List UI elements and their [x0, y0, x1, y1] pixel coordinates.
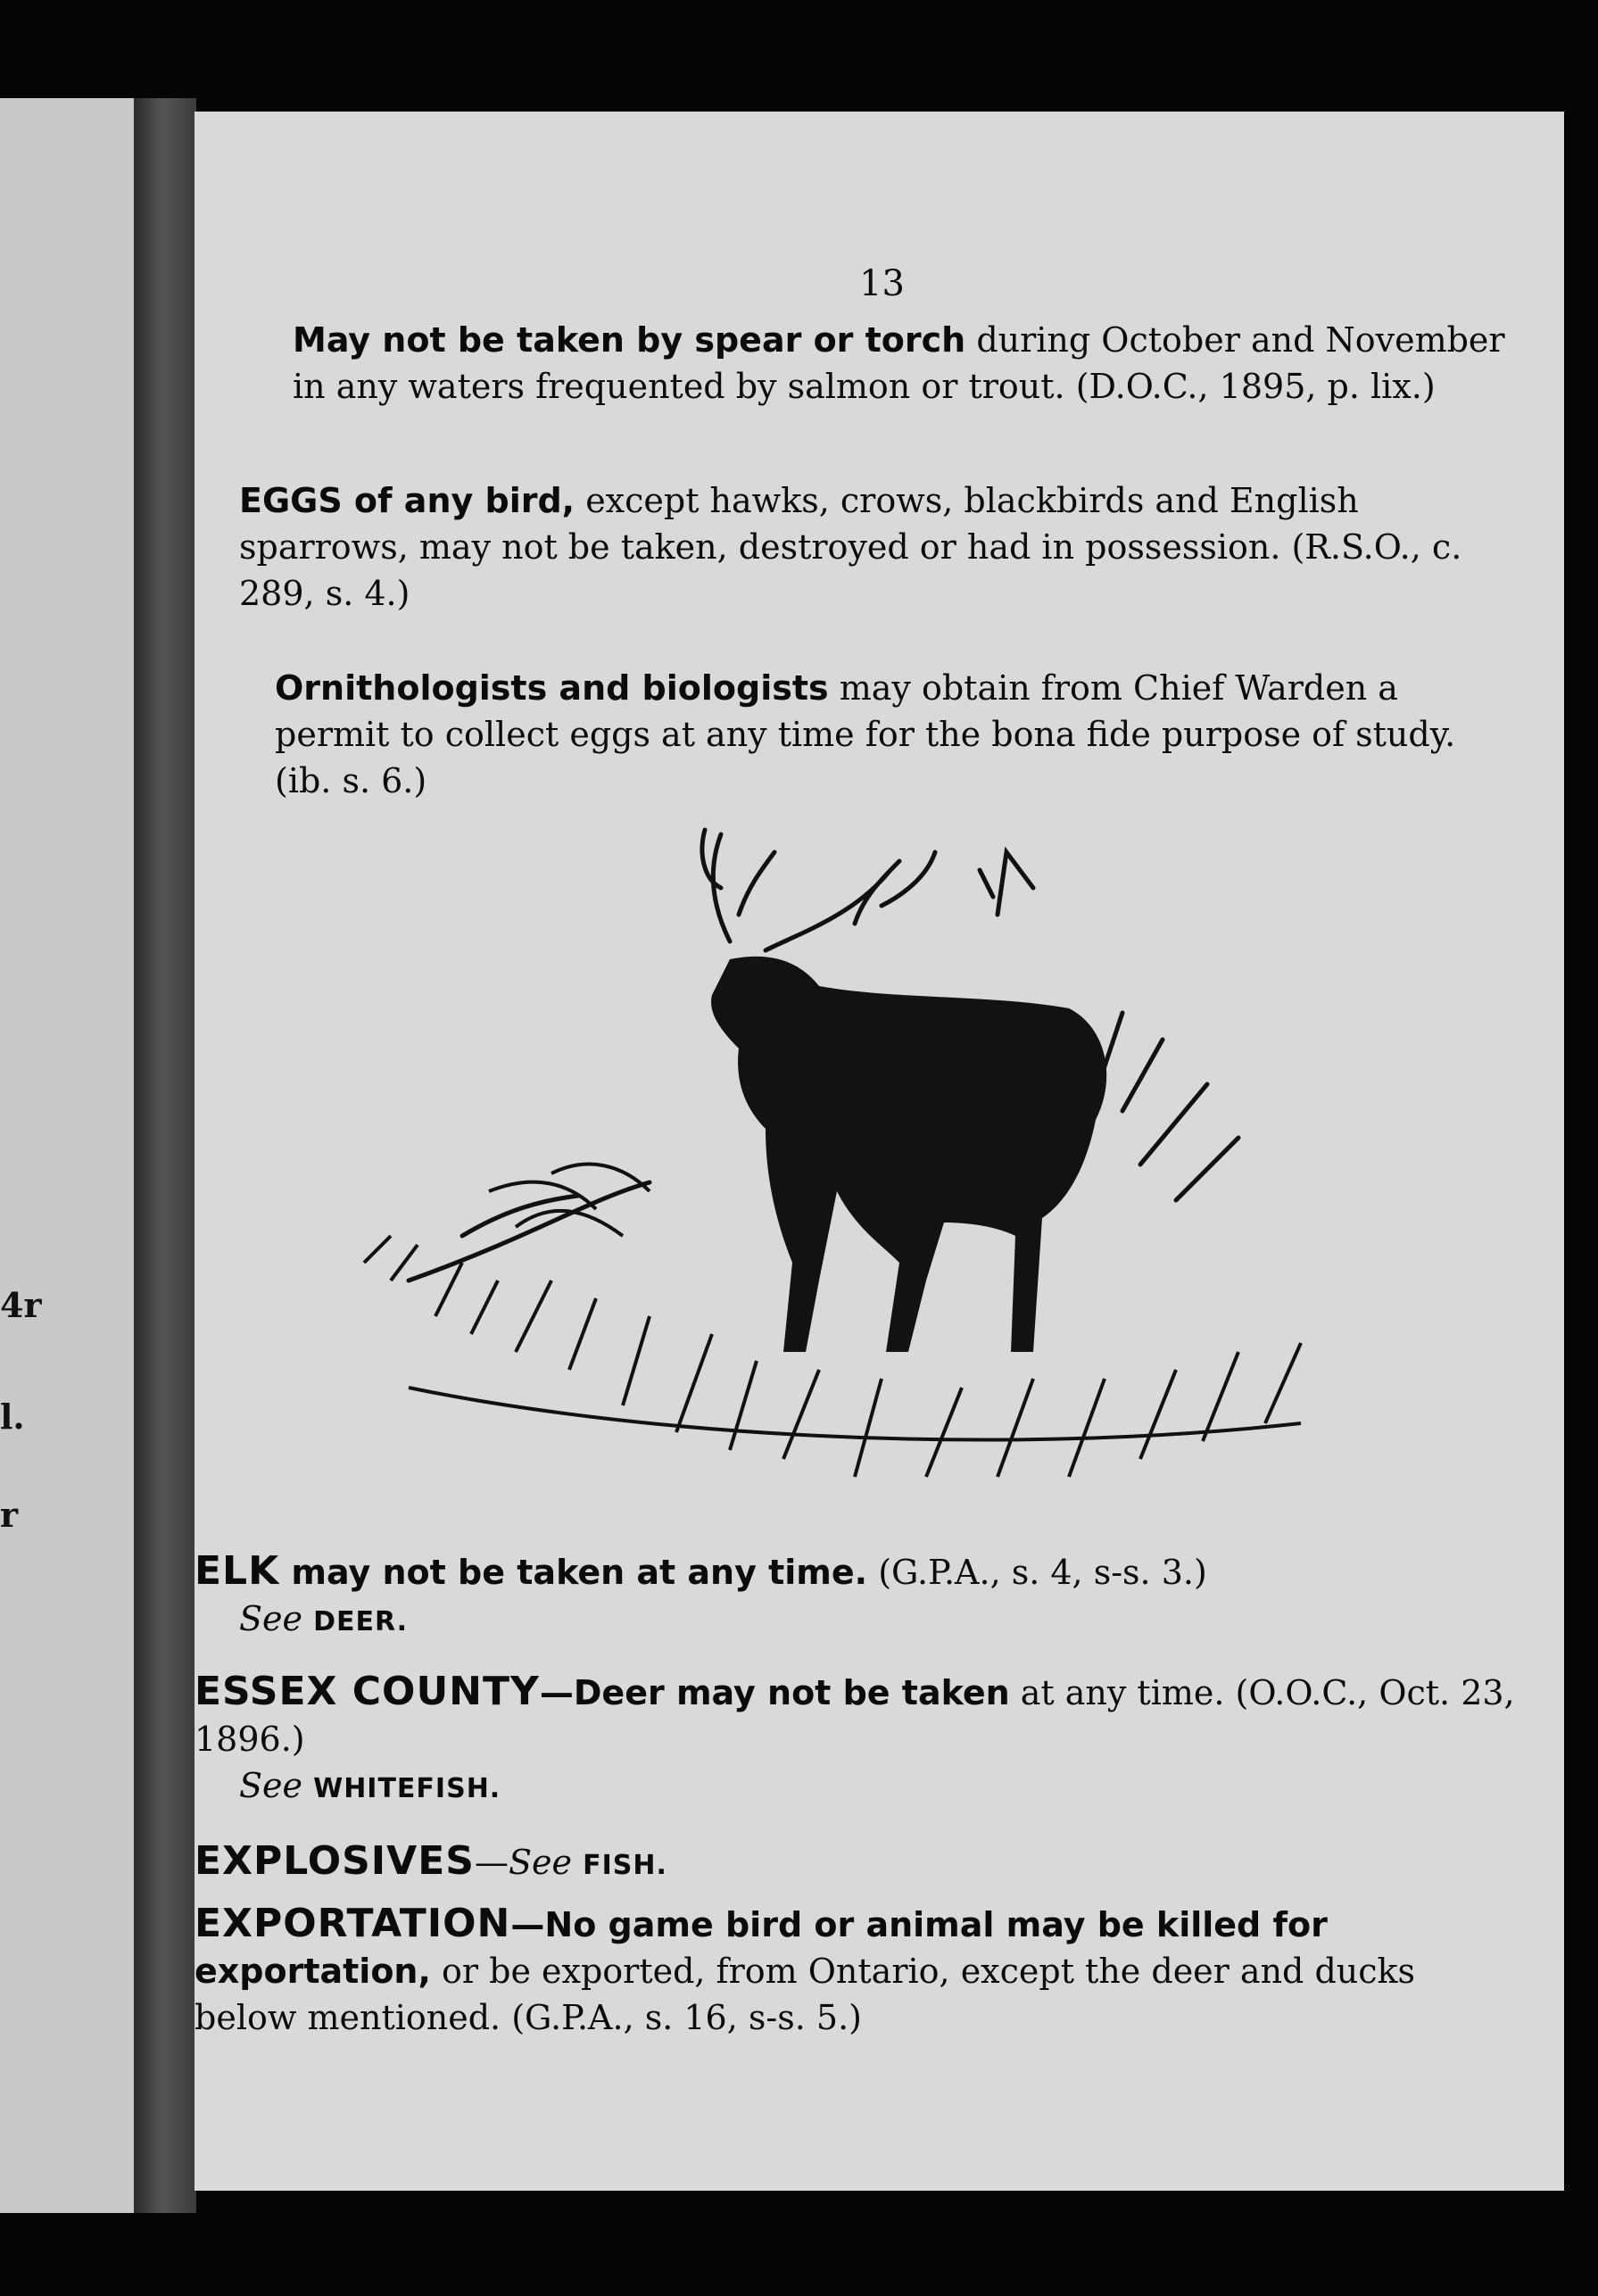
- entry-essex-county: [195, 1669, 1515, 1812]
- see-label: See: [239, 1599, 303, 1638]
- entry-text: (G.P.A., s. 4, s-s. 3.): [867, 1553, 1207, 1592]
- entry-ornithologists: [275, 665, 1506, 804]
- entry-text: except hawks, crows, blackbirds and English sparrows, may not be taken, destroyed or had in possession. (R.S.O., c. 289, s. 4.): [239, 481, 1462, 613]
- cross-reference[interactable]: WHITEFISH.: [313, 1773, 501, 1804]
- entry-lead: —No game bird or animal may be killed for exportation,: [195, 1905, 1328, 1991]
- see-label: See: [508, 1843, 572, 1882]
- entry-heading: ESSEX COUNTY: [195, 1669, 540, 1714]
- page-number: 13: [859, 263, 905, 304]
- entry-lead: EGGS of any bird,: [239, 481, 575, 520]
- entry-lead: —Deer may not be taken: [539, 1673, 1010, 1712]
- entry-text: at any time. (O.O.C., Oct. 23, 1896.): [195, 1673, 1515, 1759]
- entry-lead: May not be taken by spear or torch: [293, 320, 966, 360]
- facing-page-fragment: l.: [0, 1397, 25, 1437]
- cross-reference[interactable]: FISH.: [583, 1850, 667, 1881]
- entry-heading: EXPLOSIVES: [195, 1838, 475, 1884]
- entry-lead: may not be taken at any time.: [279, 1553, 868, 1592]
- entry-elk: [195, 1548, 1515, 1645]
- facing-page-fragment: 4r: [0, 1285, 42, 1325]
- entry-text: or be exported, from Ontario, except the deer and ducks below mentioned. (G.P.A., s. 16, s-s. 5.): [195, 1952, 1416, 2037]
- entry-explosives: EXPLOSIVES—See FISH.: [195, 1838, 667, 1884]
- entry-exportation: [195, 1901, 1515, 2041]
- book-page: [195, 112, 1564, 2191]
- cross-reference[interactable]: DEER.: [313, 1606, 409, 1637]
- entry-spear-torch: [293, 317, 1506, 410]
- entry-heading: EXPORTATION: [195, 1901, 511, 1946]
- entry-lead: Ornithologists and biologists: [275, 668, 829, 708]
- facing-page-edge: [0, 98, 141, 2213]
- entry-eggs: [239, 477, 1506, 617]
- entry-heading: ELK: [195, 1548, 280, 1594]
- book-spine: [134, 98, 196, 2213]
- facing-page-fragment: r: [0, 1495, 19, 1535]
- entry-text: during October and November in any waters frequented by salmon or trout. (D.O.C., 1895, p. lix.): [293, 320, 1505, 406]
- see-label: See: [239, 1766, 303, 1805]
- entry-text: may obtain from Chief Warden a permit to collect eggs at any time for the bona fide purpose of study. (ib. s. 6.): [275, 668, 1456, 800]
